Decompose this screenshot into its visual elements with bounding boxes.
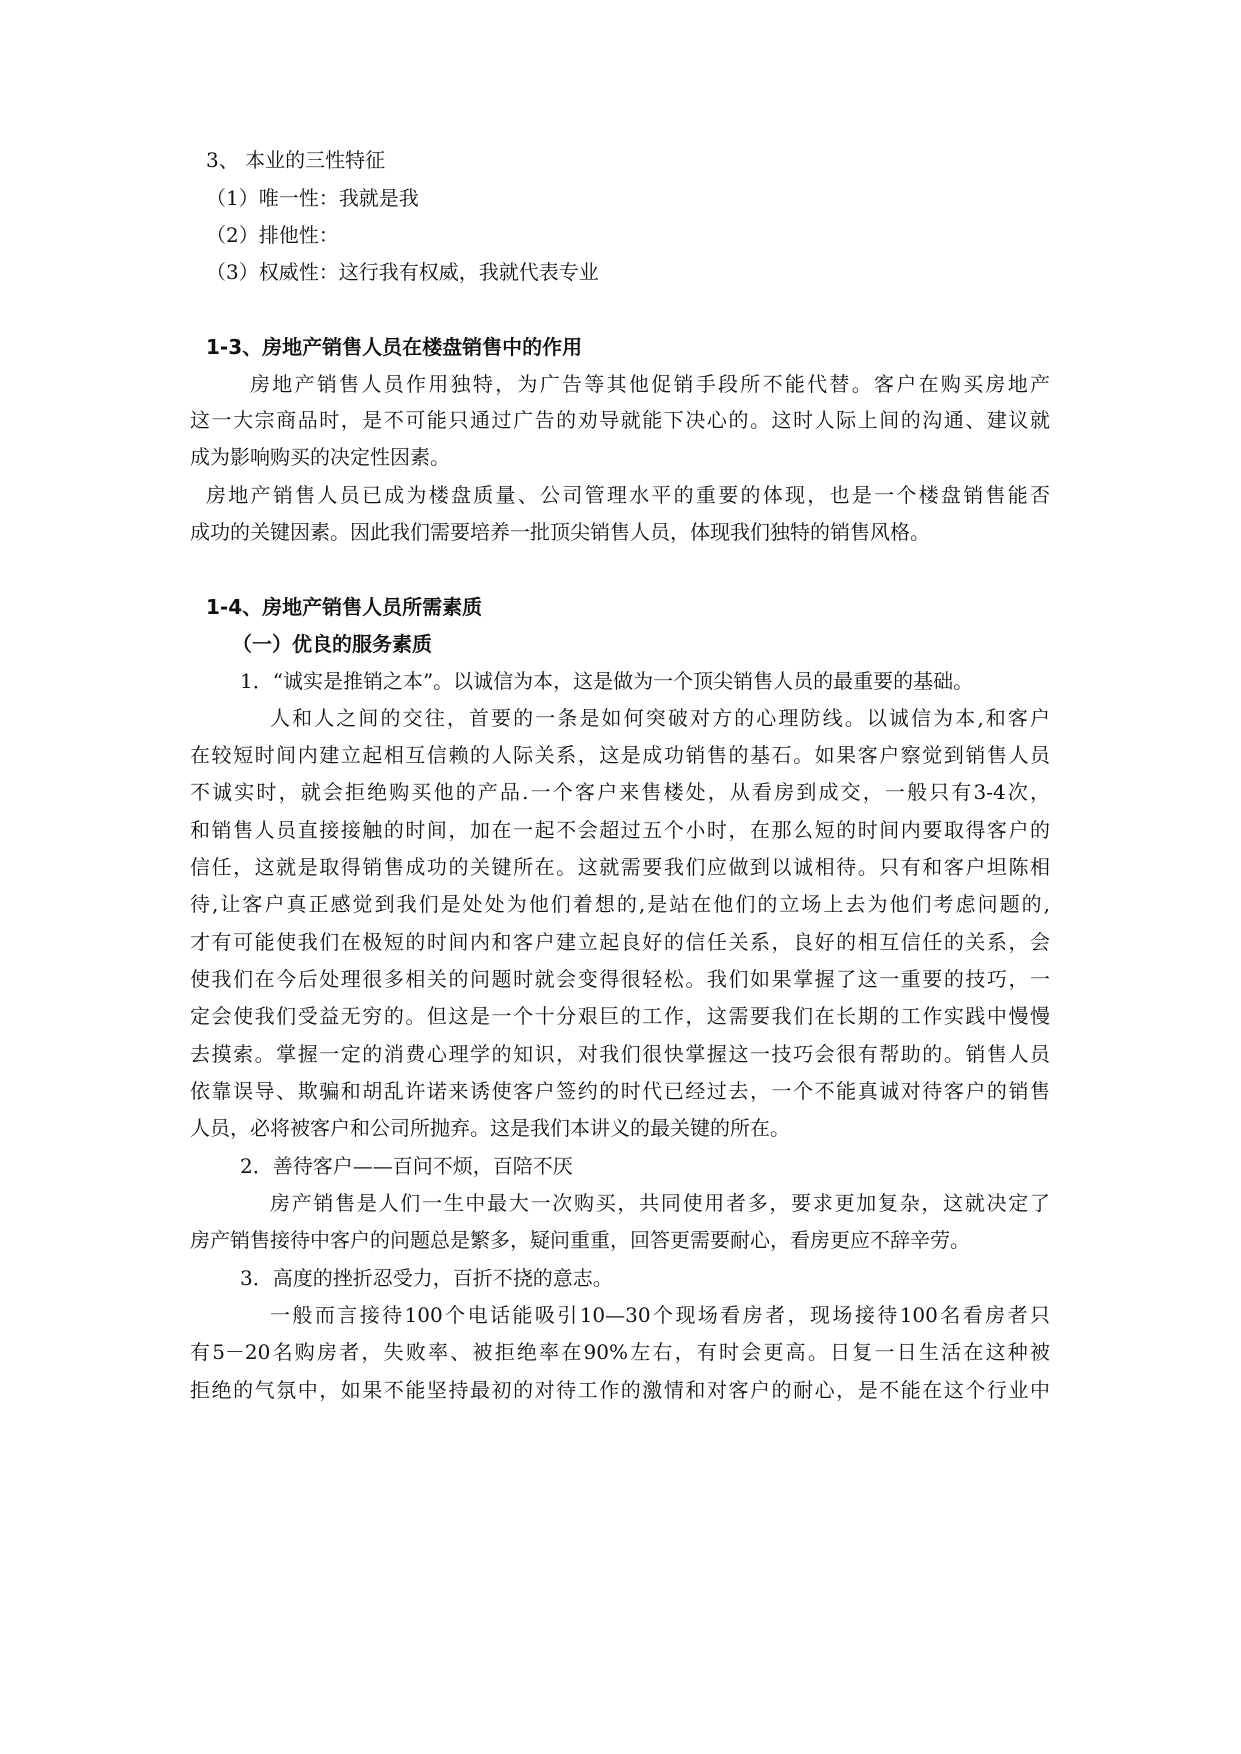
paragraph-line: 定会使我们受益无穷的。但这是一个十分艰巨的工作，这需要我们在长期的工作实践中慢慢 xyxy=(190,1004,1050,1028)
section-heading: 1-3、房地产销售人员在楼盘销售中的作用 xyxy=(206,335,583,359)
paragraph-line: 在较短时间内建立起相互信赖的人际关系，这是成功销售的基石。如果客户察觉到销售人员 xyxy=(190,743,1050,767)
paragraph-line: 房产销售接待中客户的问题总是繁多，疑问重重，回答更需要耐心，看房更应不辞辛劳。 xyxy=(190,1228,970,1252)
paragraph-line: 一般而言接待100个电话能吸引10—30个现场看房者，现场接待100名看房者只 xyxy=(270,1303,1050,1327)
section-3-title: 3、 本业的三性特征 xyxy=(206,148,386,172)
paragraph-line: 不诚实时，就会拒绝购买他的产品.一个客户来售楼处，从看房到成交，一般只有3-4次， xyxy=(190,780,1050,804)
paragraph-line: 人和人之间的交往，首要的一条是如何突破对方的心理防线。以诚信为本,和客户 xyxy=(270,706,1050,730)
paragraph-line: 使我们在今后处理很多相关的问题时就会变得很轻松。我们如果掌握了这一重要的技巧，一 xyxy=(190,967,1050,991)
list-item: （1）唯一性：我就是我 xyxy=(206,186,419,210)
paragraph-line: 房地产销售人员作用独特，为广告等其他促销手段所不能代替。客户在购买房地产 xyxy=(250,372,1050,396)
paragraph-line: 信任，这就是取得销售成功的关键所在。这就需要我们应做到以诚相待。只有和客户坦陈相 xyxy=(190,855,1050,879)
list-item: （3）权威性：这行我有权威，我就代表专业 xyxy=(206,260,599,284)
item-title: 2．善待客户——百问不烦，百陪不厌 xyxy=(240,1154,573,1178)
item-title: 3．高度的挫折忍受力，百折不挠的意志。 xyxy=(240,1266,613,1290)
paragraph-line: 房产销售是人们一生中最大一次购买，共同使用者多，要求更加复杂，这就决定了 xyxy=(270,1191,1050,1215)
paragraph-line: 人员，必将被客户和公司所抛弃。这是我们本讲义的最关键的所在。 xyxy=(190,1116,790,1140)
paragraph-line: 成为影响购买的决定性因素。 xyxy=(190,445,450,469)
paragraph-line: 这一大宗商品时，是不可能只通过广告的劝导就能下决心的。这时人际上间的沟通、建议就 xyxy=(190,408,1050,432)
paragraph-line: 成功的关键因素。因此我们需要培养一批顶尖销售人员，体现我们独特的销售风格。 xyxy=(190,520,930,544)
list-item: （2）排他性： xyxy=(206,223,339,247)
paragraph-line: 有5－20名购房者，失败率、被拒绝率在90%左右，有时会更高。日复一日生活在这种被 xyxy=(190,1340,1050,1364)
subheading: （一）优良的服务素质 xyxy=(232,632,432,656)
section-heading: 1-4、房地产销售人员所需素质 xyxy=(206,595,483,619)
paragraph-line: 去摸索。掌握一定的消费心理学的知识，对我们很快掌握这一技巧会很有帮助的。销售人员 xyxy=(190,1042,1050,1066)
paragraph-line: 待,让客户真正感觉到我们是处处为他们着想的,是站在他们的立场上去为他们考虑问题的, xyxy=(190,892,1050,916)
paragraph-line: 依靠误导、欺骗和胡乱许诺来诱使客户签约的时代已经过去，一个不能真诚对待客户的销售 xyxy=(190,1079,1050,1103)
paragraph-line: 拒绝的气氛中，如果不能坚持最初的对待工作的激情和对客户的耐心，是不能在这个行业中 xyxy=(190,1378,1050,1402)
paragraph-line: 才有可能使我们在极短的时间内和客户建立起良好的信任关系，良好的相互信任的关系，会 xyxy=(190,930,1050,954)
paragraph-line: 房地产销售人员已成为楼盘质量、公司管理水平的重要的体现，也是一个楼盘销售能否 xyxy=(206,483,1050,507)
paragraph-line: 和销售人员直接接触的时间，加在一起不会超过五个小时，在那么短的时间内要取得客户的 xyxy=(190,818,1050,842)
item-title: 1．“诚实是推销之本”。以诚信为本，这是做为一个顶尖销售人员的最重要的基础。 xyxy=(240,669,974,693)
